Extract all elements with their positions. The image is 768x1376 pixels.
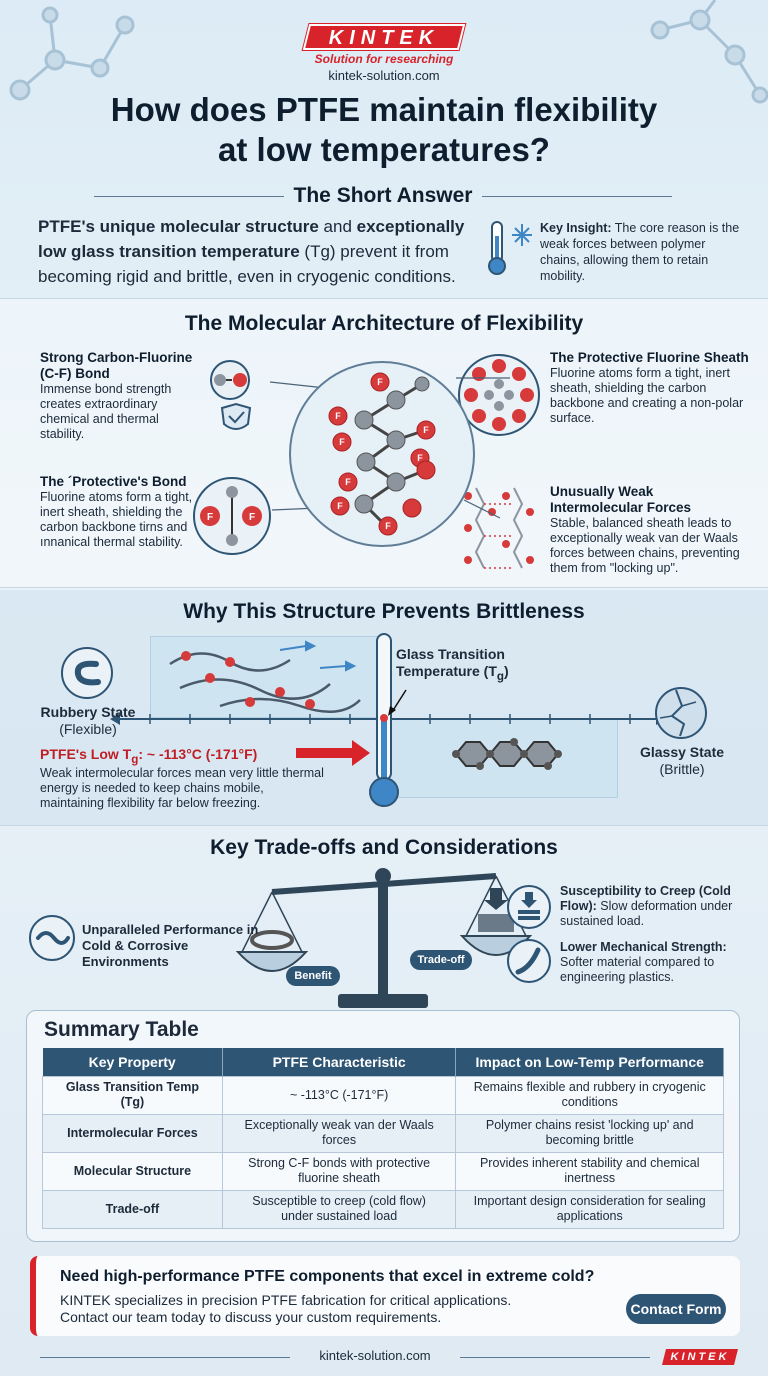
brittleness-explain: Weak intermolecular forces mean very little thermal energy is needed to keep chains mobile, maintaining flexibility far below freezing.: [40, 766, 324, 810]
arch-item-title: The ´Protective's Bond: [40, 474, 187, 489]
table-cell: Susceptible to creep (cold flow) under sustained load: [222, 1190, 456, 1228]
footer-logo-text: KINTEK: [670, 1351, 730, 1363]
benefit-text: Unparalleled Performance in Cold & Corrosive Environments: [82, 922, 259, 969]
short-answer-bold-b: exceptionally low glass transition temperature: [38, 217, 465, 261]
arch-item-title: The Protective Fluorine Sheath: [550, 350, 749, 365]
tg-close: ): [504, 663, 509, 679]
atom-label-f: F: [335, 411, 341, 421]
cf-bond-shield-icon: [200, 358, 272, 438]
cta-line-1: KINTEK specializes in precision PTFE fabrication for critical applications.: [60, 1292, 512, 1308]
rubbery-state-sub: (Flexible): [59, 721, 117, 737]
table-cell: Exceptionally weak van der Waals forces: [222, 1114, 456, 1152]
low-tg-sub: g: [131, 752, 139, 766]
footer-divider: [40, 1357, 290, 1358]
short-answer-heading: The Short Answer: [293, 184, 473, 207]
short-answer-rest: (Tg) prevent it from becoming rigid and brittle, even in cryogenic conditions.: [38, 242, 456, 286]
table-header-row: [43, 1048, 724, 1076]
flexible-tube-icon: [28, 914, 76, 962]
strength-title: Lower Mechanical Strength:: [560, 940, 727, 954]
thermometer-snowflake-icon: [484, 218, 540, 278]
cracked-sphere-icon: [654, 686, 708, 740]
tg-label-line-1: Glass Transition: [396, 646, 505, 662]
page-title-line-2: at low temperatures?: [218, 131, 550, 168]
glassy-state: [624, 744, 740, 778]
contact-form-button[interactable]: Contact Form: [626, 1294, 726, 1324]
short-answer-text: [38, 214, 468, 289]
table-header: Impact on Low-Temp Performance: [456, 1048, 724, 1076]
key-insight-text: The core reason is the weak forces between polymer chains, allowing them to retain mobility.: [540, 221, 740, 283]
balance-scale-illustration: [228, 862, 540, 1012]
table-cell: Important design consideration for sealing applications: [456, 1190, 724, 1228]
table-header: Key Property: [43, 1048, 223, 1076]
table-row: [43, 1076, 724, 1114]
cta-body: [60, 1292, 620, 1326]
summary-table: [42, 1048, 724, 1229]
tradeoff-tag: Trade-off: [410, 950, 472, 970]
architecture-heading: The Molecular Architecture of Flexibility: [184, 312, 584, 335]
glass-transition-label: [396, 646, 546, 685]
strength-item: [560, 940, 740, 985]
rubbery-state-label: Rubbery State: [40, 704, 136, 720]
key-insight: [540, 220, 740, 284]
decor-molecule-icon: [0, 0, 160, 110]
arch-item-weak-forces: [550, 484, 750, 576]
creep-item: [560, 884, 740, 929]
atom-label-f: F: [248, 512, 256, 523]
rubbery-state: [28, 704, 148, 738]
low-tg-a: PTFE's Low T: [40, 746, 132, 762]
cta-line-2: Contact our team today to discuss your custom requirements.: [60, 1309, 442, 1325]
table-cell: Molecular Structure: [43, 1152, 223, 1190]
summary-heading: Summary Table: [44, 1018, 199, 1041]
table-row: [43, 1152, 724, 1190]
atom-label-f: F: [337, 501, 343, 511]
footer-site-link[interactable]: kintek-solution.com: [319, 1348, 431, 1363]
decor-molecule-icon-right: [640, 0, 768, 110]
creep-text: Slow deformation under sustained load.: [560, 899, 733, 928]
short-answer-and: and: [318, 217, 357, 236]
atom-label-f: F: [417, 453, 423, 463]
arch-item-title: Unusually Weak Intermolecular Forces: [550, 484, 692, 515]
cta-headline: Need high-performance PTFE components that excel in extreme cold?: [60, 1268, 595, 1285]
benefit-tag: Benefit: [286, 966, 340, 986]
table-cell: Polymer chains resist 'locking up' and becoming brittle: [456, 1114, 724, 1152]
table-cell: Remains flexible and rubbery in cryogenic conditions: [456, 1076, 724, 1114]
table-cell: Strong C-F bonds with protective fluorine sheath: [222, 1152, 456, 1190]
tg-pointer-arrow: [386, 688, 410, 718]
table-row: [43, 1114, 724, 1152]
atom-label-f: F: [206, 512, 214, 523]
arch-item-title: Strong Carbon-Fluorine (C-F) Bond: [40, 350, 193, 381]
arch-item-cf-bond: [40, 350, 200, 442]
glassy-state-label: Glassy State: [639, 744, 725, 760]
table-cell: Trade-off: [43, 1190, 223, 1228]
arch-item-protective-bond: [40, 474, 200, 550]
flexible-chain-icon: [60, 646, 114, 700]
low-tg-b: : ~ -113°C (-171°F): [138, 746, 258, 762]
key-insight-label: Key Insight:: [540, 221, 612, 235]
glassy-state-sub: (Brittle): [659, 761, 705, 777]
arch-item-text: Fluorine atoms form a tight, inert sheath, shielding the carbon backbone tirns and ınnanical thermal stability.: [40, 490, 193, 549]
tg-subscript: g: [496, 669, 504, 683]
arch-item-sheath: [550, 350, 750, 426]
divider: [482, 196, 672, 197]
tradeoffs-heading: Key Trade-offs and Considerations: [210, 836, 558, 859]
atom-label-f: F: [339, 437, 345, 447]
header-site-link[interactable]: kintek-solution.com: [328, 68, 440, 83]
brittleness-heading: Why This Structure Prevents Brittleness: [183, 600, 585, 623]
table-cell: Intermolecular Forces: [43, 1114, 223, 1152]
creep-title: Susceptibility to Creep (Cold Flow):: [560, 884, 731, 913]
divider: [94, 196, 284, 197]
short-answer-bold-a: PTFE's unique molecular structure: [38, 217, 319, 236]
tg-label-line-2: Temperature (T: [396, 663, 497, 679]
ptfe-low-tg: [40, 746, 310, 766]
table-cell: ~ -113°C (-171°F): [222, 1076, 456, 1114]
arch-item-text: Immense bond strength creates extraordinary chemical and thermal stability.: [40, 382, 172, 441]
arch-item-text: Fluorine atoms form a tight, inert sheath, shielding the carbon backbone and creating a non-polar surface.: [550, 366, 744, 425]
table-header: PTFE Characteristic: [222, 1048, 456, 1076]
page-title-line-1: How does PTFE maintain flexibility: [110, 91, 658, 128]
strength-text: Softer material compared to engineering plastics.: [560, 955, 715, 984]
mobile-chains-illustration: [160, 640, 370, 716]
brand-tagline: Solution for researching: [314, 52, 454, 66]
protective-bond-icon: [188, 474, 274, 560]
brand-logo-text: KINTEK: [328, 27, 440, 49]
creep-compression-icon: [506, 884, 552, 930]
table-cell: Glass Transition Temp (Tg): [43, 1076, 223, 1114]
footer-divider: [460, 1357, 650, 1358]
table-row: [43, 1190, 724, 1228]
atom-label-f: F: [385, 521, 391, 531]
bent-material-icon: [506, 938, 552, 984]
ptfe-molecule-diagram: [286, 358, 478, 550]
arch-item-text: Stable, balanced sheath leads to exceptionally weak van der Waals forces between chains, preventing them from "locking up".: [550, 516, 740, 575]
atom-label-f: F: [377, 377, 383, 387]
summary-table-wrapper: [42, 1048, 724, 1229]
atom-label-f: F: [345, 477, 351, 487]
rigid-lattice-illustration: [436, 724, 586, 788]
atom-label-f: F: [423, 425, 429, 435]
table-cell: Provides inherent stability and chemical inertness: [456, 1152, 724, 1190]
